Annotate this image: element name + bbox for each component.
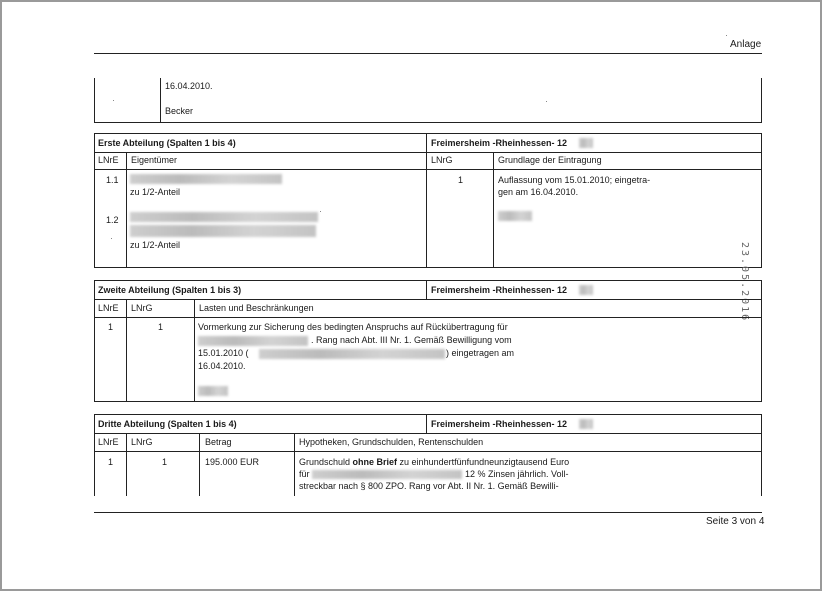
dritte-header-lnre: LNrE <box>98 437 119 447</box>
dritte-row-line2b: 12 % Zinsen jährlich. Voll- <box>465 469 569 479</box>
received-date-stamp: 23.05.2016 <box>739 242 750 323</box>
dritte-row-lnre: 1 <box>108 457 114 467</box>
erste-col-divider-2 <box>493 152 494 268</box>
scan-speck <box>320 211 321 212</box>
erste-mid-divider <box>426 133 427 268</box>
redacted-parcel-number <box>579 419 593 429</box>
redacted-parcel-number <box>579 285 593 295</box>
scan-speck <box>113 100 114 101</box>
redacted-beneficiary <box>198 336 308 346</box>
zweite-col-divider-2 <box>194 299 195 402</box>
dritte-col-divider-2 <box>199 433 200 496</box>
redacted-owner-2-line1 <box>130 212 318 222</box>
zweite-header-lnrg: LNrG <box>131 303 153 313</box>
top-block-bottom-border <box>94 122 762 123</box>
zweite-row-line4: 16.04.2010. <box>198 361 246 371</box>
dritte-row-line2a: für <box>299 469 310 479</box>
dritte-header-lnrg: LNrG <box>131 437 153 447</box>
page-number: Seite 3 von 4 <box>706 516 765 527</box>
dritte-row-lnrg: 1 <box>162 457 168 467</box>
zweite-row-line2: . Rang nach Abt. III Nr. 1. Gemäß Bewilligung vom <box>311 335 512 345</box>
redacted-creditor <box>312 470 462 479</box>
top-block-left-border <box>94 78 95 122</box>
zweite-row-line3b: ) eingetragen am <box>446 348 515 358</box>
scan-speck <box>726 35 727 36</box>
redacted-signature <box>198 386 228 396</box>
dritte-line1-part-c: zu einhundertfünfundneunzigtausend Euro <box>397 457 570 467</box>
ohne-brief-emphasis: ohne Brief <box>352 457 398 467</box>
top-block-name: Becker <box>165 106 194 116</box>
redacted-parcel-number <box>579 138 593 148</box>
dritte-location: Freimersheim -Rheinhessen- 12 <box>431 419 568 429</box>
erste-row2-lnre: 1.2 <box>106 215 119 225</box>
redacted-owner-2-line2 <box>130 225 316 237</box>
top-block-right-border <box>761 78 762 122</box>
dritte-row-betrag: 195.000 EUR <box>205 457 260 467</box>
zweite-row-lnrg: 1 <box>158 322 164 332</box>
dritte-header-rule <box>94 451 762 452</box>
dritte-header-hypotheken: Hypotheken, Grundschulden, Rentenschulden <box>299 437 484 447</box>
zweite-row-lnre: 1 <box>108 322 114 332</box>
erste-location: Freimersheim -Rheinhessen- 12 <box>431 138 568 148</box>
zweite-header-lasten: Lasten und Beschränkungen <box>199 303 314 313</box>
dritte-col-divider-1 <box>126 433 127 496</box>
zweite-mid-divider <box>426 280 427 299</box>
dritte-title-rule <box>94 433 762 434</box>
erste-row1-lnrg: 1 <box>458 175 464 185</box>
zweite-row-line3a: 15.01.2010 ( <box>198 348 249 358</box>
dritte-col-divider-3 <box>294 433 295 496</box>
zweite-row-line1: Vormerkung zur Sicherung des bedingten Anspruchs auf Rückübertragung für <box>198 322 508 332</box>
zweite-col-divider-1 <box>126 299 127 402</box>
erste-header-grundlage: Grundlage der Eintragung <box>498 155 602 165</box>
footer-rule <box>94 512 762 513</box>
erste-abteilung-table <box>94 133 762 268</box>
scan-speck <box>111 238 112 239</box>
erste-row1-owner-note: zu 1/2-Anteil <box>130 187 181 197</box>
zweite-header-lnre: LNrE <box>98 303 119 313</box>
redacted-owner-1 <box>130 174 282 184</box>
erste-header-lnre: LNrE <box>98 155 119 165</box>
erste-header-lnrg: LNrG <box>431 155 453 165</box>
erste-row1-lnre: 1.1 <box>106 175 119 185</box>
redacted-notary <box>259 349 445 359</box>
erste-header-eigentuemer: Eigentümer <box>131 155 178 165</box>
erste-col-divider-1 <box>126 152 127 268</box>
dritte-mid-divider <box>426 414 427 433</box>
erste-header-rule <box>94 169 762 170</box>
erste-row2-owner-note: zu 1/2-Anteil <box>130 240 181 250</box>
zweite-title: Zweite Abteilung (Spalten 1 bis 3) <box>98 285 242 295</box>
dritte-title: Dritte Abteilung (Spalten 1 bis 4) <box>98 419 237 429</box>
anlage-label: Anlage <box>730 39 762 50</box>
erste-row1-grundlage-line1: Auflassung vom 15.01.2010; eingetra- <box>498 175 651 185</box>
scan-speck <box>546 101 547 102</box>
dritte-row-line1 <box>299 457 569 468</box>
zweite-location: Freimersheim -Rheinhessen- 12 <box>431 285 568 295</box>
dritte-row-line3: streckbar nach § 800 ZPO. Rang vor Abt. II Nr. 1. Gemäß Bewilli- <box>299 481 559 491</box>
redacted-grundlage-2 <box>498 211 532 221</box>
erste-title-rule <box>94 152 762 153</box>
erste-title: Erste Abteilung (Spalten 1 bis 4) <box>98 138 236 148</box>
top-block-divider <box>160 78 161 122</box>
erste-row1-grundlage-line2: gen am 16.04.2010. <box>498 187 579 197</box>
dritte-header-betrag: Betrag <box>205 437 232 447</box>
header-rule <box>94 53 762 54</box>
dritte-line1-part-a: Grundschuld <box>299 457 353 467</box>
top-block-date: 16.04.2010. <box>165 81 213 91</box>
